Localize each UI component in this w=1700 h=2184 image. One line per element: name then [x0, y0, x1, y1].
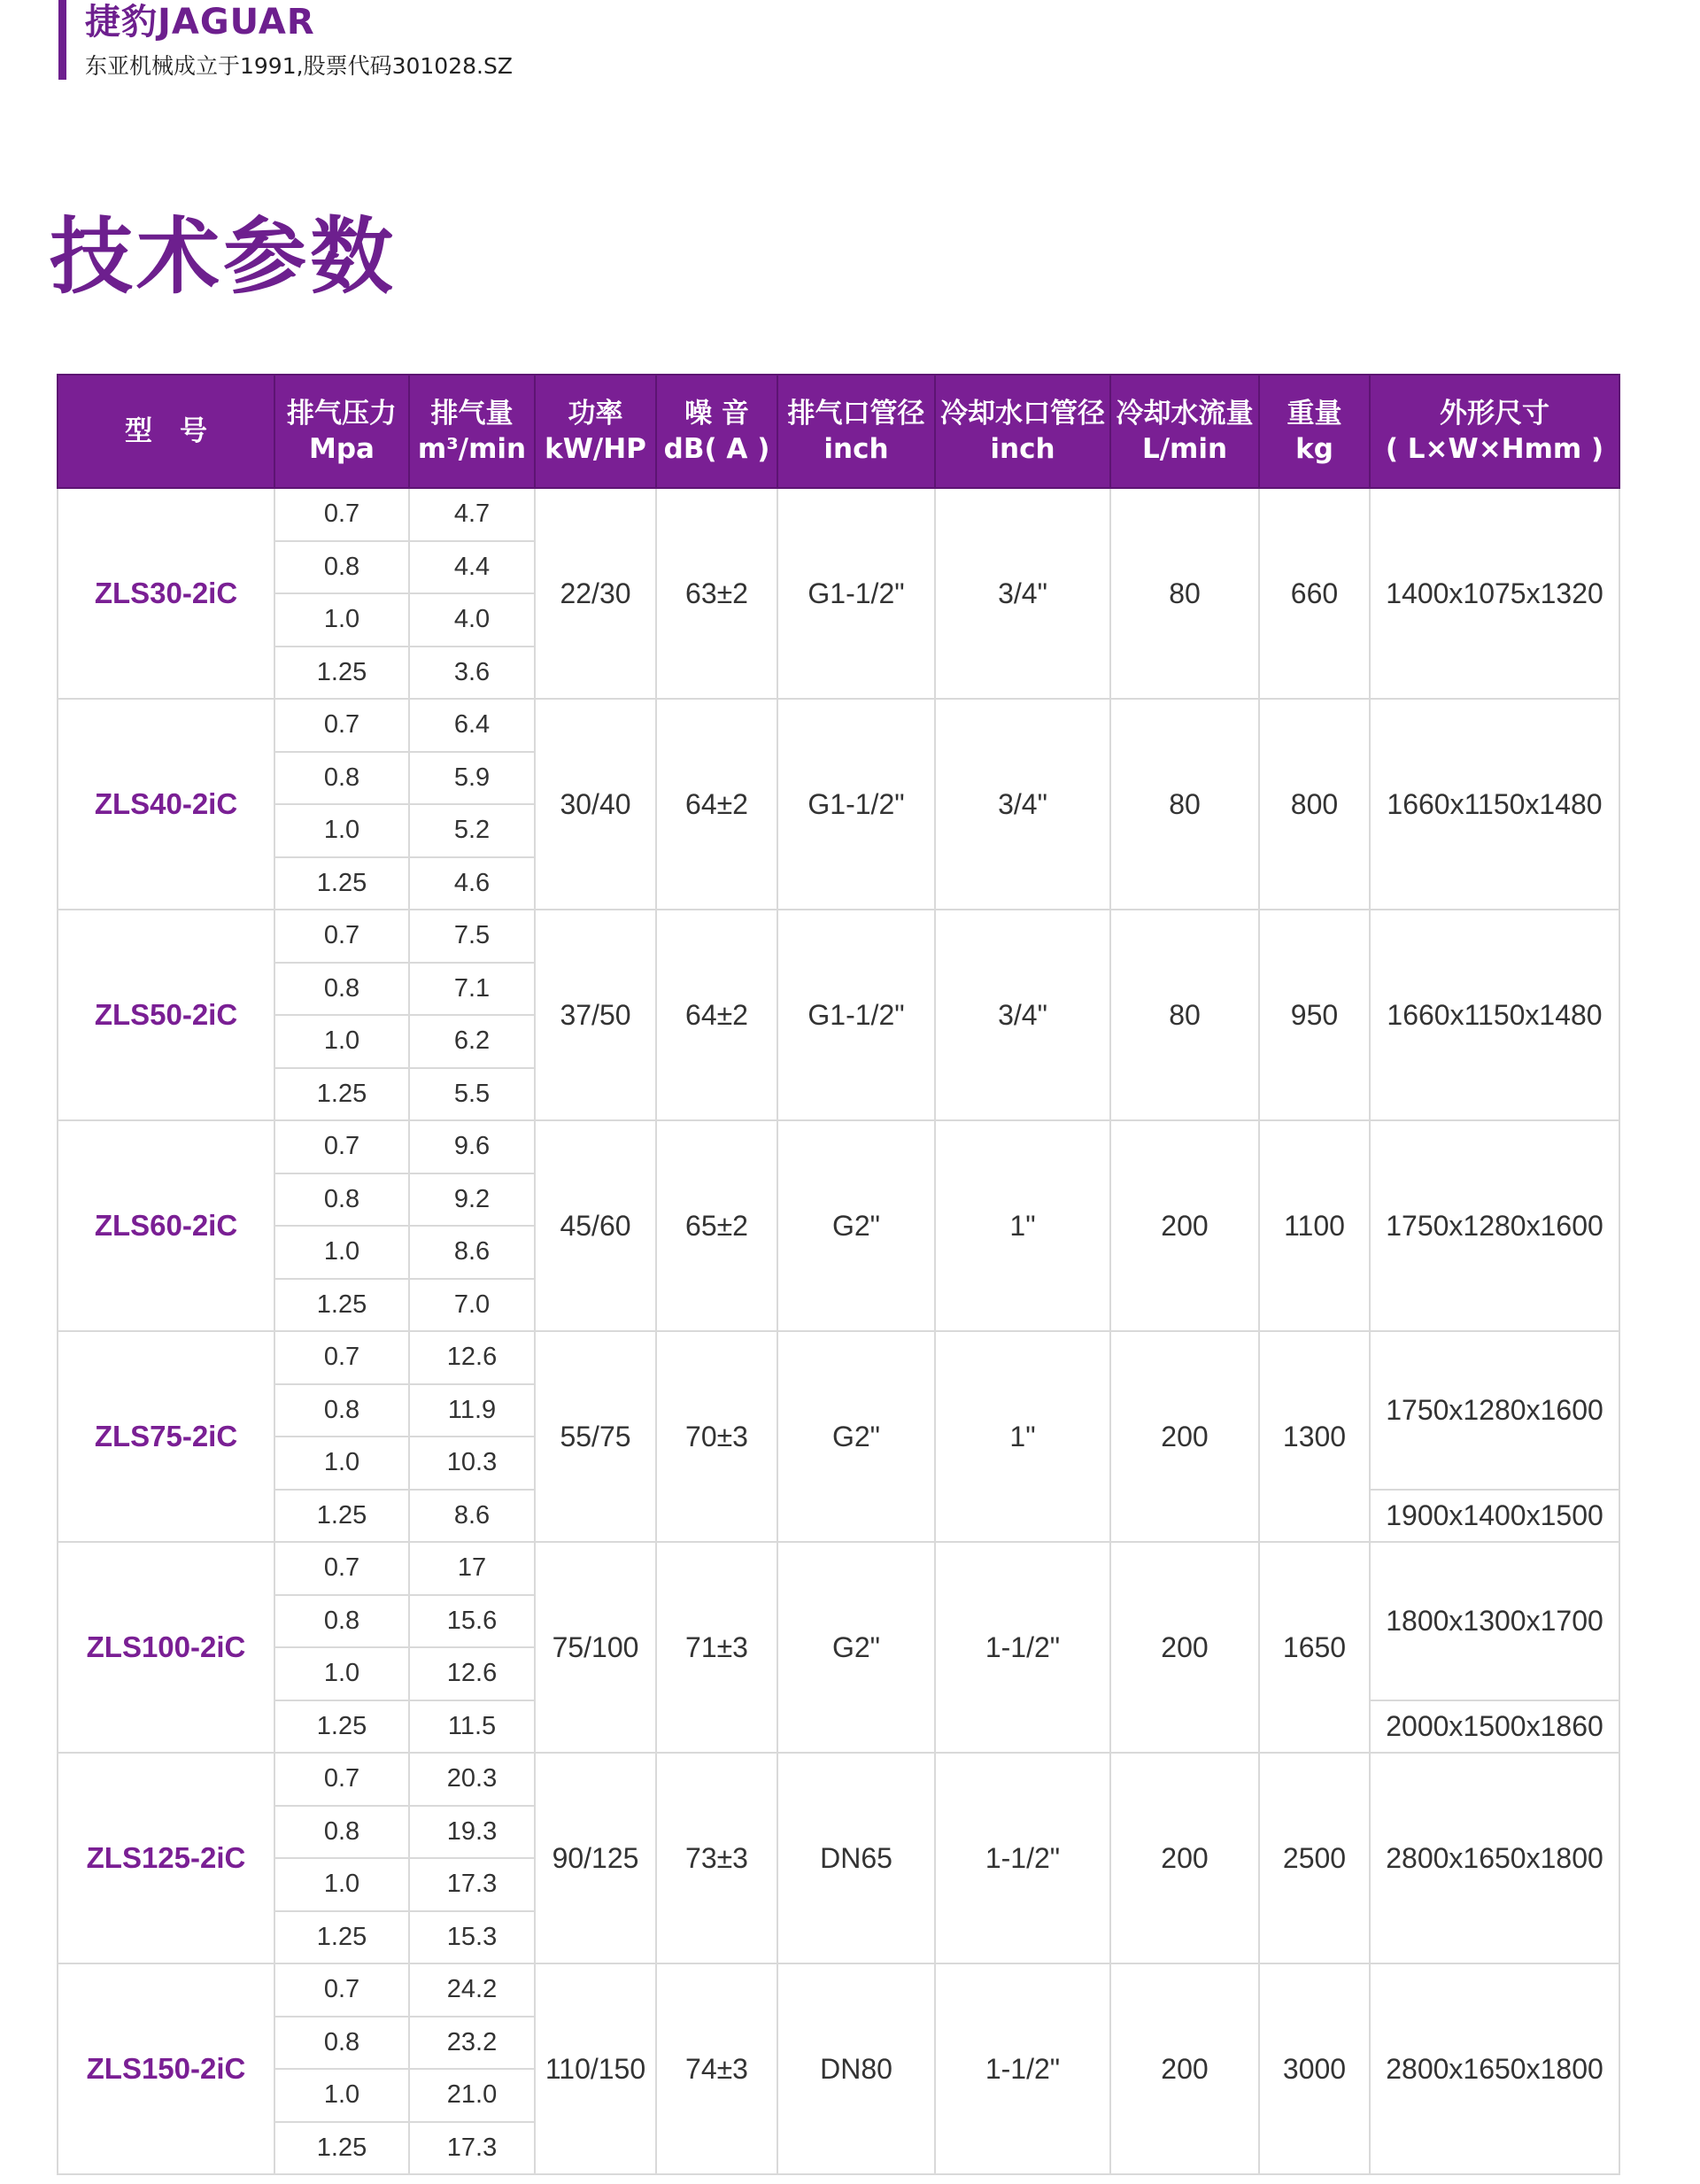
- pressure-cell: 1.25: [274, 1279, 409, 1332]
- water-flow-cell: 200: [1110, 1120, 1259, 1331]
- noise-cell: 71±3: [656, 1542, 777, 1753]
- water-pipe-cell: 3/4": [935, 699, 1110, 910]
- noise-cell: 70±3: [656, 1331, 777, 1542]
- pressure-cell: 1.25: [274, 857, 409, 910]
- water-flow-cell: 200: [1110, 1963, 1259, 2174]
- dimensions-cell: 1660x1150x1480: [1370, 910, 1619, 1120]
- header-outlet: 排气口管径 inch: [777, 375, 935, 488]
- flow-cell: 17.3: [409, 1858, 535, 1911]
- flow-cell: 6.4: [409, 699, 535, 752]
- pressure-cell: 1.0: [274, 1858, 409, 1911]
- weight-cell: 1100: [1259, 1120, 1370, 1331]
- model-cell: ZLS150-2iC: [58, 1963, 274, 2174]
- pressure-cell: 1.0: [274, 2069, 409, 2122]
- weight-cell: 660: [1259, 488, 1370, 699]
- pressure-cell: 1.0: [274, 804, 409, 857]
- water-flow-cell: 200: [1110, 1753, 1259, 1963]
- pressure-cell: 1.25: [274, 1700, 409, 1754]
- flow-cell: 17: [409, 1542, 535, 1595]
- pressure-cell: 0.8: [274, 1384, 409, 1437]
- weight-cell: 1300: [1259, 1331, 1370, 1542]
- water-flow-cell: 200: [1110, 1542, 1259, 1753]
- table-header-row: [58, 375, 1619, 488]
- flow-cell: 23.2: [409, 2017, 535, 2070]
- power-cell: 45/60: [535, 1120, 656, 1331]
- pressure-cell: 0.7: [274, 488, 409, 541]
- power-cell: 22/30: [535, 488, 656, 699]
- pressure-cell: 1.25: [274, 1068, 409, 1121]
- pressure-cell: 1.25: [274, 1911, 409, 1964]
- pressure-cell: 0.7: [274, 1753, 409, 1806]
- water-pipe-cell: 1-1/2": [935, 1753, 1110, 1963]
- weight-cell: 3000: [1259, 1963, 1370, 2174]
- water-pipe-cell: 1": [935, 1331, 1110, 1542]
- pressure-cell: 0.7: [274, 1120, 409, 1173]
- outlet-cell: DN65: [777, 1753, 935, 1963]
- header-weight: 重量 kg: [1259, 375, 1370, 488]
- power-cell: 30/40: [535, 699, 656, 910]
- flow-cell: 15.6: [409, 1595, 535, 1648]
- pressure-cell: 0.7: [274, 1963, 409, 2017]
- pressure-cell: 0.7: [274, 699, 409, 752]
- header-dimensions: 外形尺寸 ( L×W×Hmm ): [1370, 375, 1619, 488]
- noise-cell: 64±2: [656, 910, 777, 1120]
- noise-cell: 63±2: [656, 488, 777, 699]
- flow-cell: 17.3: [409, 2122, 535, 2175]
- dimensions-cell: 2800x1650x1800: [1370, 1963, 1619, 2174]
- water-pipe-cell: 1": [935, 1120, 1110, 1331]
- flow-cell: 11.9: [409, 1384, 535, 1437]
- flow-cell: 4.6: [409, 857, 535, 910]
- model-cell: ZLS100-2iC: [58, 1542, 274, 1753]
- flow-cell: 6.2: [409, 1015, 535, 1068]
- flow-cell: 5.2: [409, 804, 535, 857]
- flow-cell: 9.2: [409, 1173, 535, 1227]
- header-noise: 噪 音 dB( A ): [656, 375, 777, 488]
- water-flow-cell: 80: [1110, 699, 1259, 910]
- header-power: 功率 kW/HP: [535, 375, 656, 488]
- flow-cell: 12.6: [409, 1331, 535, 1384]
- flow-cell: 11.5: [409, 1700, 535, 1754]
- pressure-cell: 0.8: [274, 1806, 409, 1859]
- flow-cell: 5.9: [409, 752, 535, 805]
- table-row: [58, 1963, 1619, 2017]
- spec-table: [57, 374, 1620, 2175]
- model-cell: ZLS60-2iC: [58, 1120, 274, 1331]
- water-flow-cell: 80: [1110, 910, 1259, 1120]
- weight-cell: 950: [1259, 910, 1370, 1120]
- pressure-cell: 0.8: [274, 1173, 409, 1227]
- water-flow-cell: 80: [1110, 488, 1259, 699]
- flow-cell: 4.7: [409, 488, 535, 541]
- flow-cell: 8.6: [409, 1490, 535, 1543]
- flow-cell: 10.3: [409, 1437, 535, 1490]
- pressure-cell: 1.25: [274, 2122, 409, 2175]
- table-row: [58, 488, 1619, 541]
- header-water-pipe: 冷却水口管径 inch: [935, 375, 1110, 488]
- flow-cell: 9.6: [409, 1120, 535, 1173]
- flow-cell: 7.1: [409, 963, 535, 1016]
- flow-cell: 4.4: [409, 541, 535, 594]
- dimensions-cell: 1750x1280x1600: [1370, 1120, 1619, 1331]
- pressure-cell: 1.0: [274, 1437, 409, 1490]
- outlet-cell: G2": [777, 1331, 935, 1542]
- pressure-cell: 1.0: [274, 593, 409, 647]
- outlet-cell: G2": [777, 1542, 935, 1753]
- dimensions-cell-alt: 2000x1500x1860: [1370, 1700, 1619, 1754]
- model-cell: ZLS40-2iC: [58, 699, 274, 910]
- table-row: [58, 1331, 1619, 1384]
- dimensions-cell: 2800x1650x1800: [1370, 1753, 1619, 1963]
- table-row: [58, 910, 1619, 963]
- model-cell: ZLS125-2iC: [58, 1753, 274, 1963]
- outlet-cell: G2": [777, 1120, 935, 1331]
- noise-cell: 74±3: [656, 1963, 777, 2174]
- pressure-cell: 0.8: [274, 1595, 409, 1648]
- flow-cell: 24.2: [409, 1963, 535, 2017]
- dimensions-cell-alt: 1900x1400x1500: [1370, 1490, 1619, 1543]
- noise-cell: 65±2: [656, 1120, 777, 1331]
- weight-cell: 1650: [1259, 1542, 1370, 1753]
- water-pipe-cell: 3/4": [935, 488, 1110, 699]
- pressure-cell: 0.7: [274, 910, 409, 963]
- noise-cell: 64±2: [656, 699, 777, 910]
- flow-cell: 5.5: [409, 1068, 535, 1121]
- pressure-cell: 0.7: [274, 1331, 409, 1384]
- flow-cell: 20.3: [409, 1753, 535, 1806]
- dimensions-cell: 1800x1300x1700: [1370, 1542, 1619, 1700]
- pressure-cell: 1.0: [274, 1647, 409, 1700]
- outlet-cell: G1-1/2": [777, 699, 935, 910]
- power-cell: 110/150: [535, 1963, 656, 2174]
- pressure-cell: 0.8: [274, 752, 409, 805]
- power-cell: 37/50: [535, 910, 656, 1120]
- pressure-cell: 0.7: [274, 1542, 409, 1595]
- pressure-cell: 1.25: [274, 1490, 409, 1543]
- outlet-cell: G1-1/2": [777, 910, 935, 1120]
- flow-cell: 7.0: [409, 1279, 535, 1332]
- model-cell: ZLS30-2iC: [58, 488, 274, 699]
- water-pipe-cell: 1-1/2": [935, 1542, 1110, 1753]
- brand-tagline: 东亚机械成立于1991,股票代码301028.SZ: [85, 53, 513, 79]
- header-model: 型 号: [58, 375, 274, 488]
- power-cell: 75/100: [535, 1542, 656, 1753]
- flow-cell: 4.0: [409, 593, 535, 647]
- pressure-cell: 1.0: [274, 1015, 409, 1068]
- model-cell: ZLS50-2iC: [58, 910, 274, 1120]
- brand-logo: 捷豹JAGUAR: [85, 2, 315, 43]
- flow-cell: 7.5: [409, 910, 535, 963]
- flow-cell: 19.3: [409, 1806, 535, 1859]
- noise-cell: 73±3: [656, 1753, 777, 1963]
- pressure-cell: 0.8: [274, 541, 409, 594]
- flow-cell: 12.6: [409, 1647, 535, 1700]
- outlet-cell: DN80: [777, 1963, 935, 2174]
- flow-cell: 3.6: [409, 647, 535, 700]
- pressure-cell: 1.0: [274, 1226, 409, 1279]
- water-flow-cell: 200: [1110, 1331, 1259, 1542]
- dimensions-cell: 1750x1280x1600: [1370, 1331, 1619, 1490]
- water-pipe-cell: 1-1/2": [935, 1963, 1110, 2174]
- pressure-cell: 1.25: [274, 647, 409, 700]
- dimensions-cell: 1400x1075x1320: [1370, 488, 1619, 699]
- power-cell: 90/125: [535, 1753, 656, 1963]
- spec-table-body: [58, 488, 1619, 2174]
- weight-cell: 800: [1259, 699, 1370, 910]
- flow-cell: 21.0: [409, 2069, 535, 2122]
- header-flow: 排气量 m³/min: [409, 375, 535, 488]
- flow-cell: 15.3: [409, 1911, 535, 1964]
- table-row: [58, 1753, 1619, 1806]
- header-pressure: 排气压力 Mpa: [274, 375, 409, 488]
- pressure-cell: 0.8: [274, 963, 409, 1016]
- water-pipe-cell: 3/4": [935, 910, 1110, 1120]
- page-title: 技术参数: [50, 209, 398, 306]
- dimensions-cell: 1660x1150x1480: [1370, 699, 1619, 910]
- power-cell: 55/75: [535, 1331, 656, 1542]
- weight-cell: 2500: [1259, 1753, 1370, 1963]
- table-row: [58, 1542, 1619, 1595]
- header-water-flow: 冷却水流量 L/min: [1110, 375, 1259, 488]
- table-row: [58, 699, 1619, 752]
- outlet-cell: G1-1/2": [777, 488, 935, 699]
- pressure-cell: 0.8: [274, 2017, 409, 2070]
- table-row: [58, 1120, 1619, 1173]
- flow-cell: 8.6: [409, 1226, 535, 1279]
- brand-accent-bar: [58, 0, 66, 80]
- model-cell: ZLS75-2iC: [58, 1331, 274, 1542]
